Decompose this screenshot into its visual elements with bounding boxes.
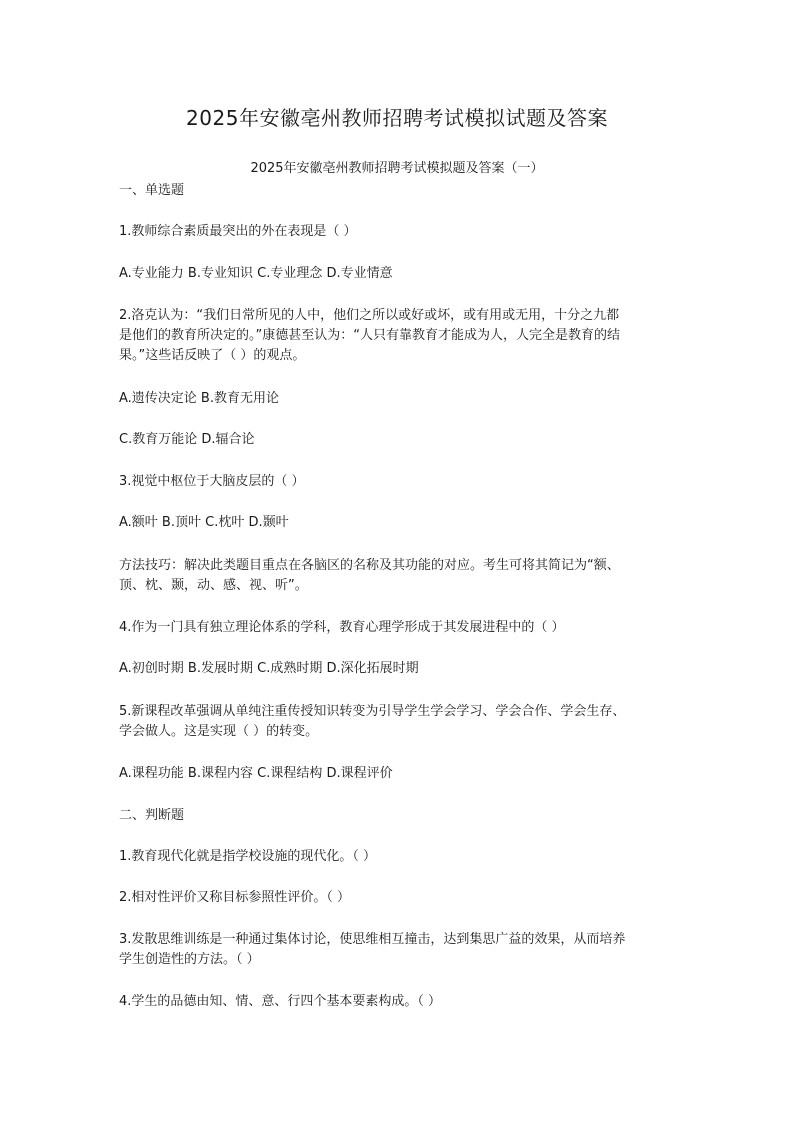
judgment-3-line: 3.发散思维训练是一种通过集体讨论，使思维相互撞击，达到集思广益的效果，从而培养 bbox=[119, 932, 626, 947]
question-4-stem: 4.作为一门具有独立理论体系的学科，教育心理学形成于其发展进程中的（ ） bbox=[119, 620, 565, 635]
question-2-stem-line: 是他们的教育所决定的。”康德甚至认为：“人只有靠教育才能成为人，人完全是教育的结 bbox=[119, 328, 620, 343]
section-heading-true-false: 二、判断题 bbox=[119, 808, 185, 823]
document-subtitle: 2025年安徽亳州教师招聘考试模拟题及答案（一） bbox=[250, 161, 544, 176]
section-heading-single-choice: 一、单选题 bbox=[119, 183, 185, 198]
document-title: 2025年安徽亳州教师招聘考试模拟试题及答案 bbox=[186, 106, 608, 130]
question-3-stem: 3.视觉中枢位于大脑皮层的（ ） bbox=[119, 474, 305, 489]
question-2-stem-line: 2.洛克认为：“我们日常所见的人中，他们之所以或好或坏，或有用或无用，十分之九都 bbox=[119, 308, 620, 323]
question-3-tip-line: 顶、枕、颞，动、感、视、听”。 bbox=[119, 578, 308, 593]
question-3-options: A.额叶 B.顶叶 C.枕叶 D.颞叶 bbox=[119, 515, 289, 530]
judgment-3-line: 学生创造性的方法。（ ） bbox=[119, 952, 260, 967]
question-5-stem-line: 学会做人。这是实现（ ）的转变。 bbox=[119, 724, 319, 739]
question-1-stem: 1.教师综合素质最突出的外在表现是（ ） bbox=[119, 224, 357, 239]
question-5-stem-line: 5.新课程改革强调从单纯注重传授知识转变为引导学生学会学习、学会合作、学会生存、 bbox=[119, 704, 626, 719]
judgment-4: 4.学生的品德由知、情、意、行四个基本要素构成。（ ） bbox=[119, 994, 442, 1009]
question-2-options-line: C.教育万能论 D.辐合论 bbox=[119, 432, 255, 447]
question-1-options: A.专业能力 B.专业知识 C.专业理念 D.专业情意 bbox=[119, 266, 393, 281]
judgment-2: 2.相对性评价又称目标参照性评价。（ ） bbox=[119, 890, 351, 905]
question-3-tip-line: 方法技巧：解决此类题目重点在各脑区的名称及其功能的对应。考生可将其简记为“额、 bbox=[119, 558, 620, 573]
question-2-options-line: A.遗传决定论 B.教育无用论 bbox=[119, 391, 279, 406]
question-2-stem-line: 果。”这些话反映了（ ）的观点。 bbox=[119, 348, 306, 363]
question-5-options: A.课程功能 B.课程内容 C.课程结构 D.课程评价 bbox=[119, 766, 393, 781]
judgment-1: 1.教育现代化就是指学校设施的现代化。（ ） bbox=[119, 849, 377, 864]
question-4-options: A.初创时期 B.发展时期 C.成熟时期 D.深化拓展时期 bbox=[119, 661, 419, 676]
